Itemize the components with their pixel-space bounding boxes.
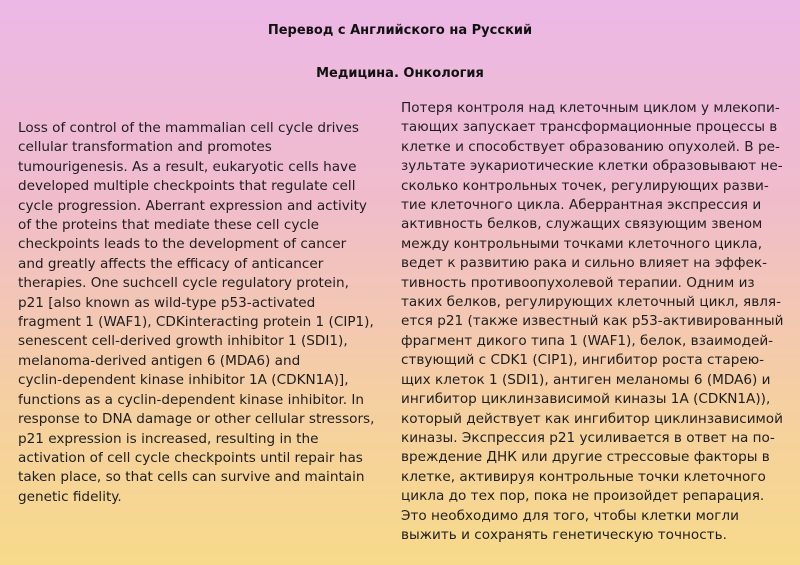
russian-text-line: тающих запускает трансформационные процессы в (401, 119, 778, 136)
russian-text-line: ведет к развитию рака и сильно влияет на эффек- (401, 255, 768, 272)
english-text-line: melanoma-derived antigen 6 (MDA6) and (18, 352, 301, 369)
page-title: Перевод с Английского на Русский (267, 23, 533, 38)
english-text-line: of the proteins that mediate these cell cycle (18, 217, 319, 234)
russian-text-line: сколько контрольных точек, регулирующих разви- (401, 177, 769, 194)
english-text-line: cyclin-dependent kinase inhibitor 1A (CDKN1A)], (18, 372, 349, 389)
russian-text-line: между контрольными точками клеточного цикла, (401, 235, 763, 252)
russian-text-line: Потеря контроля над клеточным циклом у млекопи- (401, 100, 780, 116)
english-text-line: therapies. One suchcell cycle regulatory protein, (18, 275, 349, 292)
russian-text-line: тивность противоопухолевой терапии. Одним из (401, 274, 755, 291)
russian-text-line: Это необходимо для того, чтобы клетки могли (401, 507, 739, 524)
russian-text-line: киназы. Экспрессия p21 усиливается в ответ на по- (401, 429, 775, 446)
page-subtitle: Медицина. Онкология (316, 66, 484, 81)
english-text-line: p21 expression is increased, resulting in the (18, 430, 319, 447)
english-text-line: functions as a cyclin-dependent kinase inhibitor. In (18, 391, 365, 408)
russian-text-line: который действует как ингибитор циклинзависимой (401, 410, 783, 427)
english-text-line: checkpoints leads to the development of cancer (18, 236, 347, 253)
english-text-line: senescent cell-derived growth inhibitor 1 (SDI1), (18, 333, 348, 350)
russian-text-line: выжить и сохранять генетическую точность. (401, 526, 727, 543)
english-text-line: activation of cell cycle checkpoints until repair has (18, 449, 363, 466)
russian-text-line: цикла до тех пор, пока не произойдет репарация. (401, 488, 765, 505)
english-text-line: Loss of control of the mammalian cell cycle drives (18, 120, 359, 136)
russian-text-line: таких белков, регулирующих клеточный цикл, явля- (401, 294, 781, 311)
russian-text-line: клетке и способствует образованию опухолей. В ре- (401, 138, 780, 155)
english-text-line: and greatly affects the efficacy of anticancer (18, 255, 324, 272)
russian-text-line: щих клеток 1 (SDI1), антиген меланомы 6 (MDA6) и (401, 371, 771, 388)
english-text-line: taken place, so that cells can survive and maintain (18, 469, 365, 486)
russian-text-line: ствующий с CDK1 (CIP1), ингибитор роста старею- (401, 352, 765, 369)
english-text-line: genetic fidelity. (18, 488, 122, 505)
english-text-line: developed multiple checkpoints that regulate cell (18, 178, 356, 195)
russian-text-line: тие клеточного цикла. Аберрантная экспрессия и (401, 197, 762, 214)
russian-text-column (401, 99, 791, 545)
english-text-line: response to DNA damage or other cellular stressors, (18, 411, 375, 428)
russian-text-line: фрагмент дикого типа 1 (WAF1), белок, взаимодей- (401, 332, 774, 349)
russian-text-line: активность белков, служащих связующим звеном (401, 216, 763, 233)
russian-text-line: зультате эукариотические клетки образовывают не- (401, 158, 783, 175)
russian-text-line: ется p21 (также известный как p53-активированный (401, 313, 784, 330)
english-text-line: tumourigenesis. As a result, eukaryotic cells have (18, 158, 357, 175)
russian-text-line: ингибитор циклинзависимой киназы 1A (CDKN1A)), (401, 391, 771, 408)
english-text-column (18, 119, 390, 507)
russian-text-line: клетке, активируя контрольные точки клеточного (401, 468, 766, 485)
english-text-line: fragment 1 (WAF1), CDKinteracting protein 1 (CIP1), (18, 314, 374, 331)
english-text-line: cellular transformation and promotes (18, 139, 272, 156)
english-text-line: cycle progression. Aberrant expression and activity (18, 197, 367, 214)
english-text-line: p21 [also known as wild-type p53-activated (18, 294, 316, 311)
russian-text-line: вреждение ДНК или другие стрессовые факторы в (401, 449, 770, 466)
